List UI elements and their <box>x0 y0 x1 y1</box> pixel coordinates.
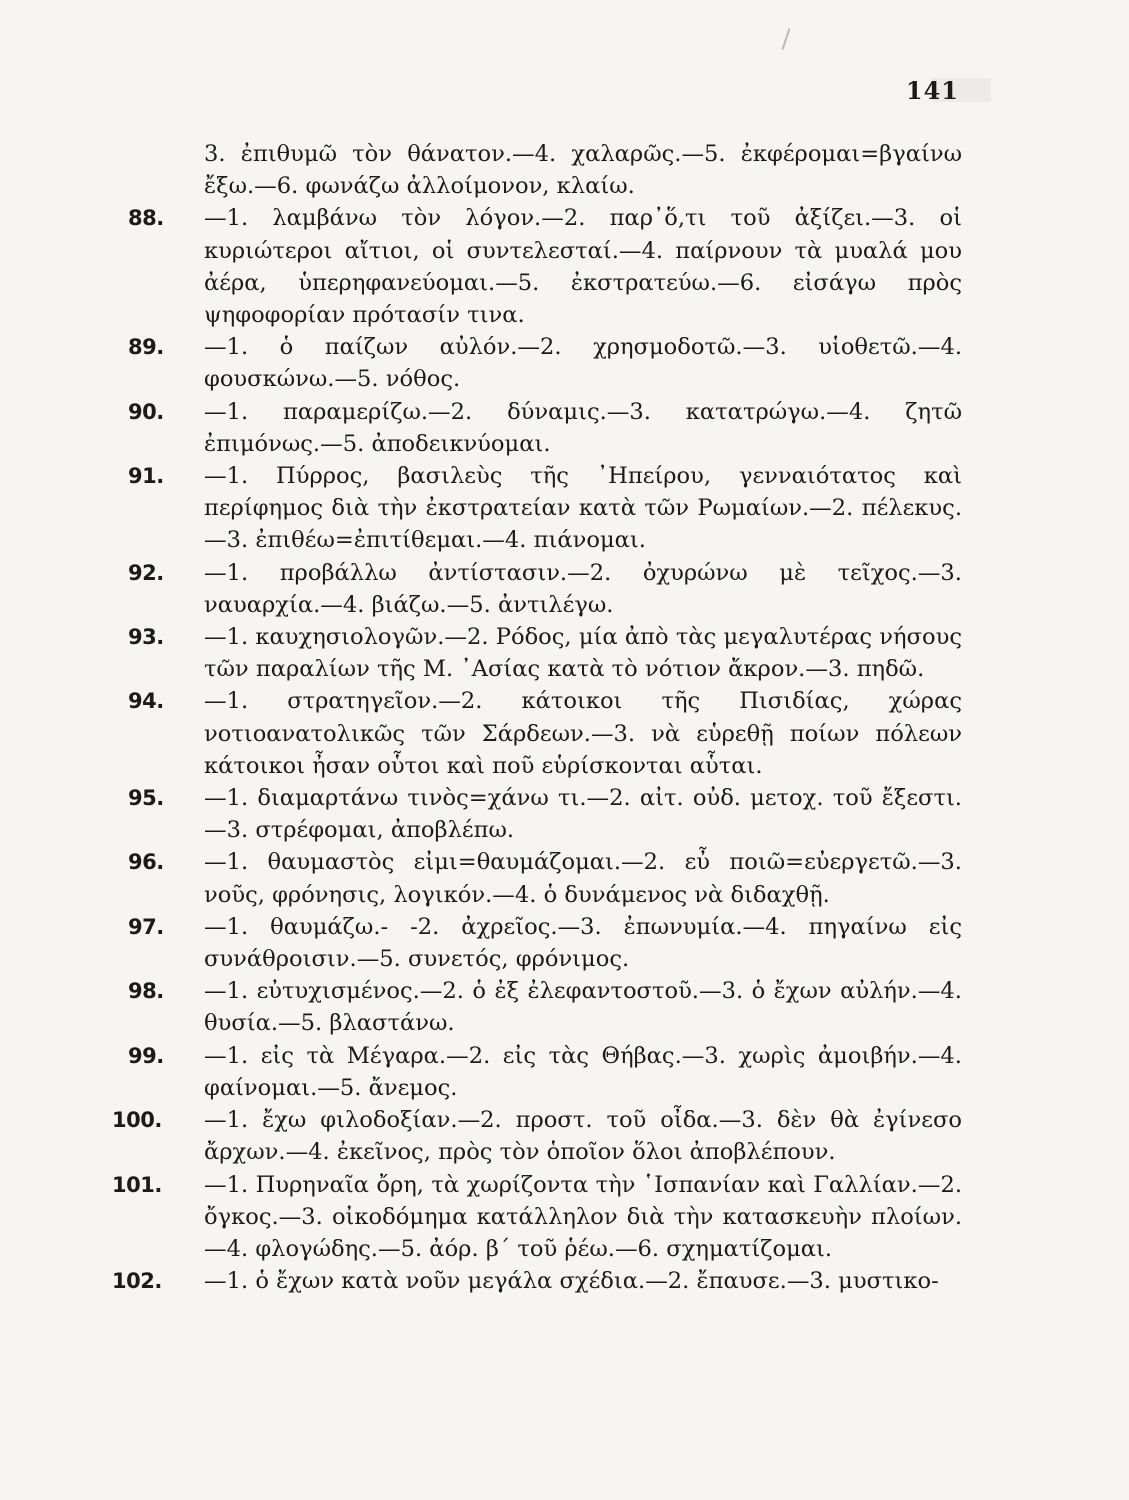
entry-text: —1. διαμαρτάνω τινὸς=χάνω τι.—2. αἰτ. οὐδ. μετοχ. τοῦ ἔξεστι.—3. στρέφομαι, ἀποβλέπω. <box>204 785 962 844</box>
entry-number: 99. <box>128 1043 164 1068</box>
entry-94 <box>128 685 962 782</box>
stray-mark <box>782 28 791 50</box>
entry-number: 95. <box>128 786 164 811</box>
entry-continuation <box>128 138 962 202</box>
entry-text: —1. εἰς τὰ Μέγαρα.—2. εἰς τὰς Θήβας.—3. χωρὶς ἀμοιβήν.—4. φαίνομαι.—5. ἄνεμος. <box>204 1042 962 1101</box>
entry-text: —1. προβάλλω ἀντίστασιν.—2. ὀχυρώνω μὲ τεῖχος.—3. ναυαρχία.—4. βιάζω.—5. ἀντιλέγω. <box>204 559 962 618</box>
entry-number: 93. <box>128 625 164 650</box>
entry-number: 100. <box>112 1108 162 1133</box>
entry-96 <box>128 846 962 910</box>
entry-number: 97. <box>128 914 164 939</box>
entry-95 <box>128 782 962 846</box>
entry-text: —1. καυχησιολογῶν.—2. Ρόδος, μία ἀπὸ τὰς μεγαλυτέρας νήσους τῶν παραλίων τῆς Μ. ᾿Ασίας κατὰ τὸ νότιον ἄκρον.—3. πηδῶ. <box>204 624 962 683</box>
entry-number: 88. <box>128 206 164 231</box>
entry-92 <box>128 557 962 621</box>
entry-number: 91. <box>128 464 164 489</box>
entry-number: 92. <box>128 560 164 585</box>
entry-text: —1. Πύρρος, βασιλεὺς τῆς ᾿Ηπείρου, γενναιότατος καὶ περίφημος διὰ τὴν ἐκστρατείαν κατὰ τῶν Ρωμαίων.—2. πέλεκυς.—3. ἐπιθέω=ἐπιτίθεμαι.—4. πιάνομαι. <box>204 463 962 554</box>
entry-99 <box>128 1040 962 1104</box>
entry-number: 94. <box>128 689 164 714</box>
entry-text: —1. εὐτυχισμένος.—2. ὁ ἐξ ἐλεφαντοστοῦ.—3. ὁ ἔχων αὐλήν.—4. θυσία.—5. βλαστάνω. <box>204 978 962 1037</box>
glossary-content <box>112 138 962 1297</box>
entry-text: —1. ὁ ἔχων κατὰ νοῦν μεγάλα σχέδια.—2. ἔπαυσε.—3. μυστικο- <box>204 1268 939 1295</box>
entry-88 <box>128 202 962 331</box>
entry-text: —1. παραμερίζω.—2. δύναμις.—3. κατατρώγω.—4. ζητῶ ἐπιμόνως.—5. ἀποδεικνύομαι. <box>204 398 962 457</box>
entry-90 <box>128 396 962 460</box>
entry-98 <box>128 975 962 1039</box>
entry-100 <box>112 1104 962 1168</box>
entry-102 <box>112 1265 962 1297</box>
entry-101 <box>112 1169 962 1266</box>
entry-text: —1. Πυρηναῖα ὄρη, τὰ χωρίζοντα τὴν ῾Ισπανίαν καὶ Γαλλίαν.—2. ὄγκος.—3. οἰκοδόμημα κατάλληλον διὰ τὴν κατασκευὴν πλοίων.—4. φλογώδης.—5. ἀόρ. β΄ τοῦ ῥέω.—6. σχηματίζομαι. <box>204 1171 962 1262</box>
entry-text: —1. θαυμάζω.- -2. ἀχρεῖος.—3. ἐπωνυμία.—4. πηγαίνω εἰς συνάθροισιν.—5. συνετός, φρόνιμος. <box>204 913 962 973</box>
page-number: 141 <box>905 76 959 105</box>
entry-number: 90. <box>128 399 164 424</box>
entry-91 <box>128 460 962 557</box>
entry-number: 102. <box>112 1269 162 1294</box>
entry-number: 89. <box>128 335 164 360</box>
entry-number: 101. <box>112 1172 162 1197</box>
entry-text: —1. λαμβάνω τὸν λόγον.—2. παρ᾿ὅ,τι τοῦ ἀξίζει.—3. οἱ κυριώτεροι αἴτιοι, οἱ συντελεσταί.—4. παίρνουν τὰ μυαλά μου ἀέρα, ὑπερηφανεύομαι.—5. ἐκστρατεύω.—6. εἰσάγω πρὸς ψηφοφορίαν πρότασίν τινα. <box>204 205 962 329</box>
entry-number: 96. <box>128 850 164 875</box>
entry-number: 98. <box>128 979 164 1004</box>
entry-93 <box>128 621 962 685</box>
entry-89 <box>128 331 962 395</box>
entry-text: —1. στρατηγεῖον.—2. κάτοικοι τῆς Πισιδίας, χώρας νοτιοανατολικῶς τῶν Σάρδεων.—3. νὰ εὑρεθῇ ποίων πόλεων κάτοικοι ἦσαν οὗτοι καὶ ποῦ εὑρίσκονται αὗται. <box>204 688 962 779</box>
entry-text: —1. ὁ παίζων αὐλόν.—2. χρησμοδοτῶ.—3. υἱοθετῶ.—4. φουσκώνω.—5. νόθος. <box>204 334 962 393</box>
entry-text: 3. ἐπιθυμῶ τὸν θάνατον.—4. χαλαρῶς.—5. ἐκφέρομαι=βγαίνω ἔξω.—6. φωνάζω ἀλλοίμονον, κλαίω. <box>204 141 962 200</box>
entry-97 <box>128 911 962 975</box>
entry-text: —1. ἔχω φιλοδοξίαν.—2. προστ. τοῦ οἶδα.—3. δὲν θὰ ἐγίνεσο ἄρχων.—4. ἐκεῖνος, πρὸς τὸν ὁποῖον ὅλοι ἀποβλέπουν. <box>204 1107 962 1166</box>
entry-text: —1. θαυμαστὸς εἰμι=θαυμάζομαι.—2. εὖ ποιῶ=εὐεργετῶ.—3. νοῦς, φρόνησις, λογικόν.—4. ὁ δυνάμενος νὰ διδαχθῇ. <box>204 849 962 908</box>
